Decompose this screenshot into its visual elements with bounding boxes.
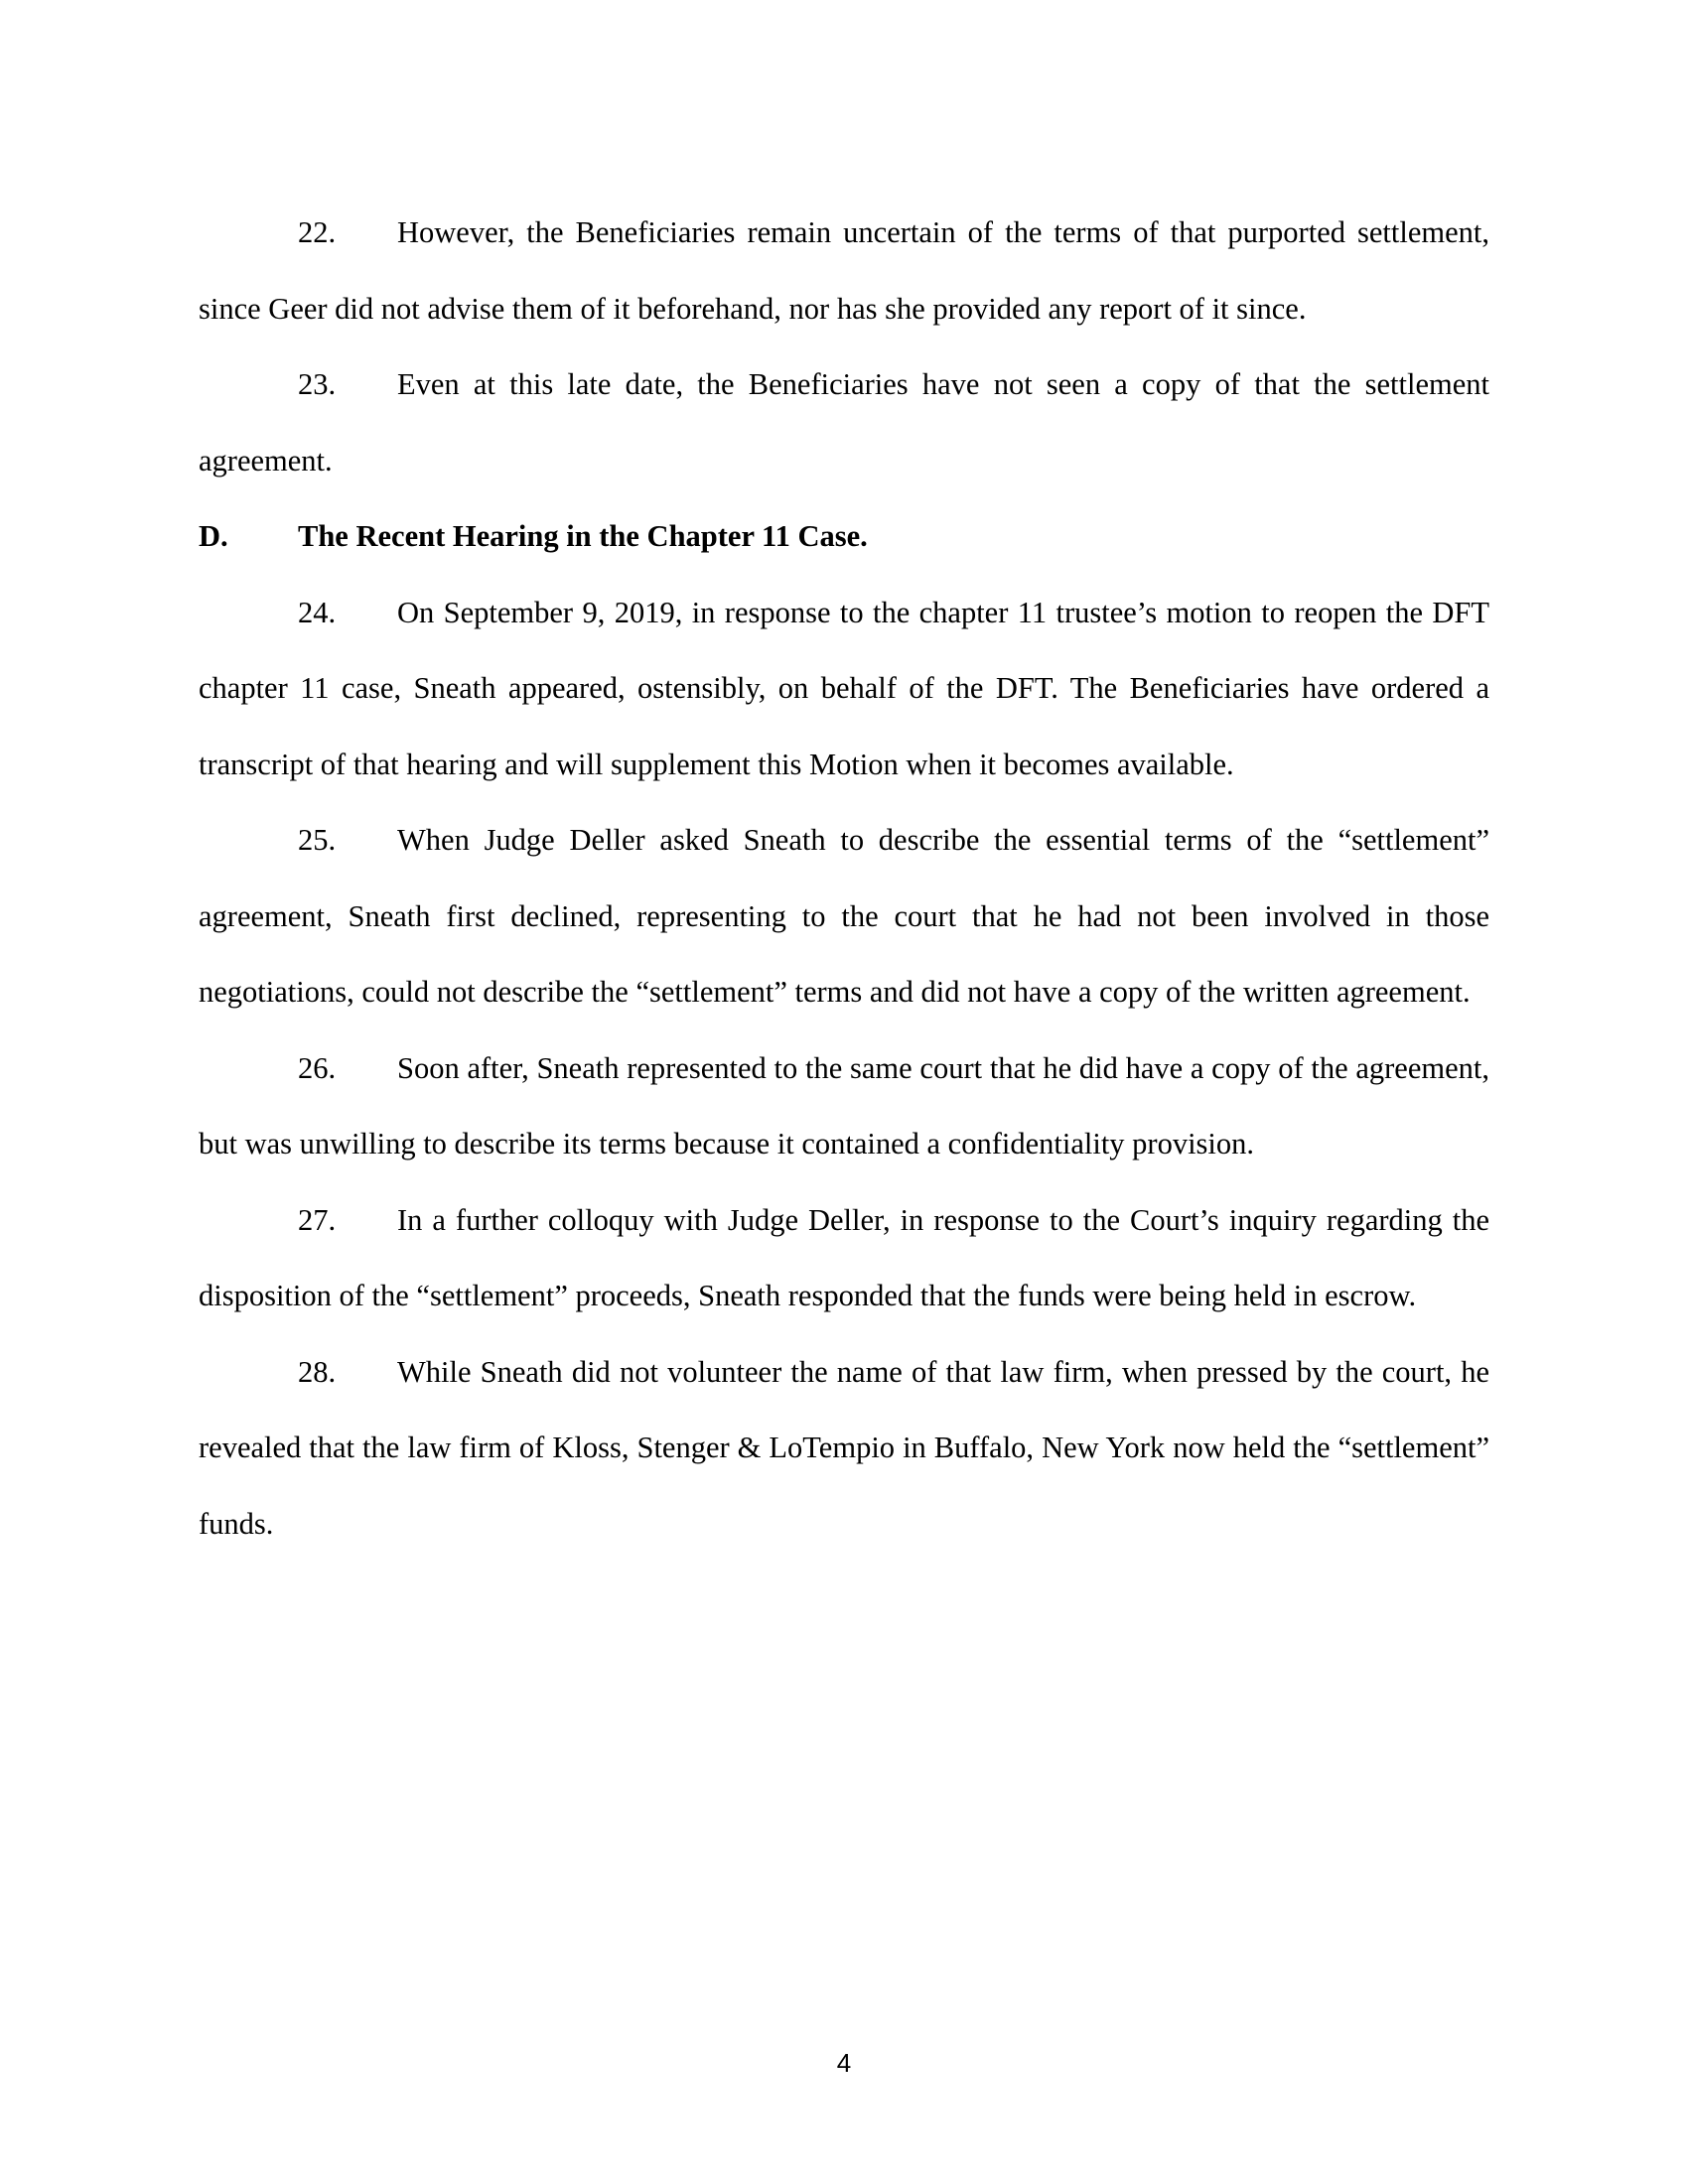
paragraph-28 <box>199 1334 1489 1563</box>
paragraph-text: However, the Beneficiaries remain uncertain of the terms of that purported settlement, since Geer did not advise them of it beforehand, nor has she provided any report of it since. <box>199 215 1489 326</box>
paragraph-26 <box>199 1030 1489 1182</box>
page-number: 4 <box>836 2048 852 2078</box>
paragraph-number: 27. <box>298 1202 337 1237</box>
paragraph-number: 26. <box>298 1050 337 1085</box>
paragraph-number: 24. <box>298 595 337 629</box>
paragraph-25 <box>199 802 1489 1030</box>
paragraph-22 <box>199 195 1489 346</box>
paragraph-number: 22. <box>298 215 337 249</box>
paragraph-text: Soon after, Sneath represented to the same court that he did have a copy of the agreement, but was unwilling to describe its terms because it contained a confidentiality provision. <box>199 1050 1489 1160</box>
paragraph-text: Even at this late date, the Beneficiaries have not seen a copy of that the settlement agreement. <box>199 367 1489 478</box>
paragraph-24 <box>199 575 1489 803</box>
paragraph-text: In a further colloquy with Judge Deller, in response to the Court’s inquiry regarding the disposition of the “settlement” proceeds, Sneath responded that the funds were being held in escrow. <box>199 1202 1489 1312</box>
paragraph-text: While Sneath did not volunteer the name of that law firm, when pressed by the court, he revealed that the law firm of Kloss, Stenger & LoTempio in Buffalo, New York now held the “settlement” funds. <box>199 1354 1489 1541</box>
paragraph-27 <box>199 1182 1489 1334</box>
section-title: The Recent Hearing in the Chapter 11 Case. <box>298 519 868 553</box>
paragraph-text: On September 9, 2019, in response to the chapter 11 trustee’s motion to reopen the DFT chapter 11 case, Sneath appeared, ostensibly, on behalf of the DFT. The Beneficiaries have ordered a transcript of that hearing and will supplement this Motion when it becomes available. <box>199 595 1489 781</box>
paragraph-text: When Judge Deller asked Sneath to describe the essential terms of the “settlement” agreement, Sneath first declined, representing to the court that he had not been involved in those negotiations, could not describe the “settlement” terms and did not have a copy of the written agreement. <box>199 823 1489 1009</box>
section-heading <box>199 498 1489 575</box>
paragraph-number: 25. <box>298 823 337 857</box>
paragraph-number: 28. <box>298 1354 337 1389</box>
page-body <box>199 195 1489 1562</box>
paragraph-23 <box>199 346 1489 498</box>
paragraph-number: 23. <box>298 367 337 401</box>
section-letter: D. <box>199 519 228 553</box>
